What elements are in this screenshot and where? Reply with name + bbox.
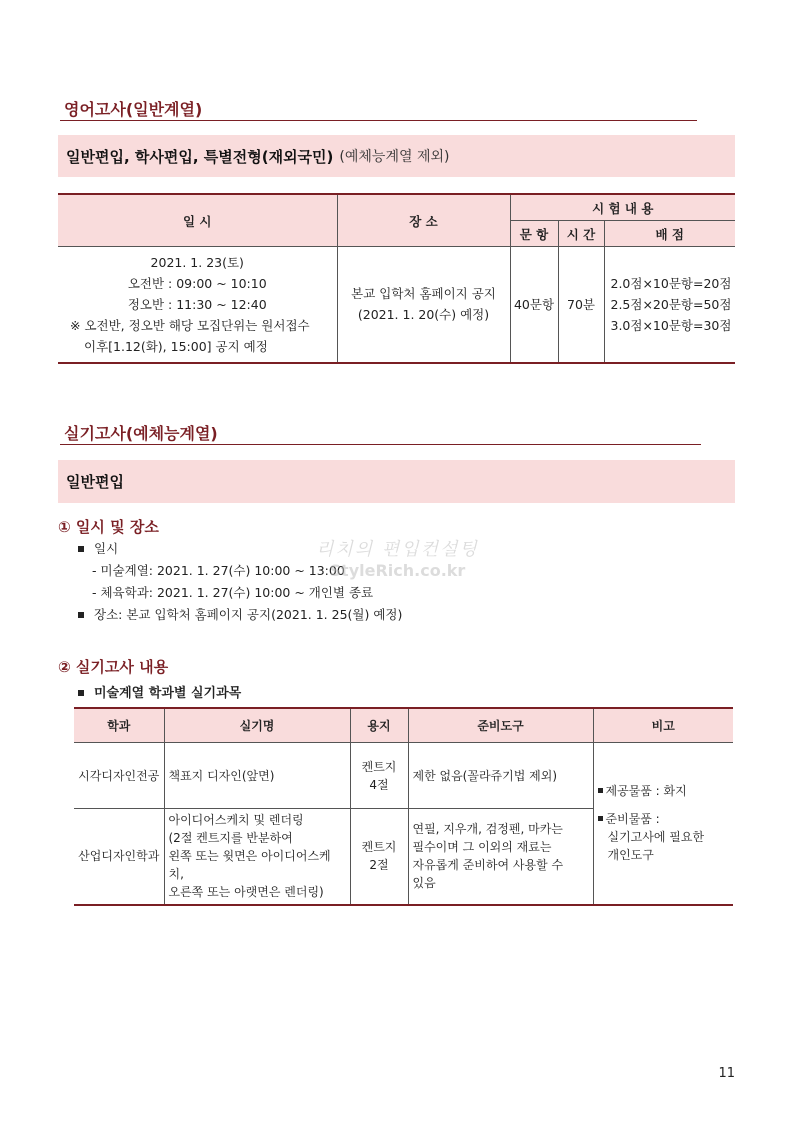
square-bullet-icon [78,612,84,618]
band-bold-text: 일반편입, 학사편입, 특별전형(재외국민) [66,147,334,166]
score-line: 2.5점×20문항=50점 [610,296,732,312]
place-line: (2021. 1. 20(수) 예정) [357,307,490,323]
page-number: 11 [718,1066,735,1081]
cell-line: 자유롭게 준비하여 사용할 수 [412,858,564,873]
square-bullet-icon [598,788,603,793]
remarks-cell [593,743,733,905]
subheading-practical-content: ② 실기고사 내용 [58,658,169,676]
date-note: 이후[1.12(화), 15:00] 공지 예정 [84,338,268,354]
cell-line: 있음 [412,876,436,891]
time-cell: 70분 [558,247,604,363]
header-exam-content: 시 험 내 용 [510,194,735,221]
header-score: 배 점 [604,221,735,247]
cell-line: 켄트지 [361,759,397,774]
square-bullet-icon [598,816,603,821]
paper-cell [350,743,408,809]
tools-cell [408,743,593,809]
header-items: 문 항 [510,221,558,247]
watermark-line: 리치의 편입컨설팅 [316,539,479,560]
header-remarks: 비고 [593,708,733,743]
cell-line: 아이디어스케치 및 렌더링 [168,813,304,828]
remark-item [598,782,730,800]
header-date: 일 시 [58,194,337,247]
header-dept: 학과 [74,708,164,743]
cell-line: (2절 켄트지를 반분하여 [168,831,293,846]
bullet-text: 장소: 본교 입학처 홈페이지 공지(2021. 1. 25(월) 예정) [94,607,403,622]
header-paper: 용지 [350,708,408,743]
table-row [74,743,733,809]
cell-line: 2절 [369,858,389,873]
remark-text: 제공물품 : 화지 [605,784,687,799]
practical-target-band [58,460,735,503]
dept-cell: 시각디자인전공 [74,743,164,809]
date-line: 정오반 : 11:30 ~ 12:40 [127,296,267,312]
cell-line: 켄트지 [361,840,397,855]
band-text: 일반편입 [66,473,124,491]
square-bullet-icon [78,546,84,552]
bullet-text: 일시 [94,541,119,556]
items-cell: 40문항 [510,247,558,363]
date-line: 오전반 : 09:00 ~ 10:10 [127,275,267,291]
header-subject: 실기명 [164,708,350,743]
subject-cell [164,743,350,809]
score-line: 3.0점×10문항=30점 [610,317,732,333]
band-note-text: (예체능계열 제외) [339,149,450,165]
list-item [78,682,241,701]
place-cell [337,247,510,363]
watermark [316,535,479,580]
score-cell [604,247,735,363]
section-underline [60,444,701,445]
cell-line: 왼쪽 또는 윗면은 아이디어스케치, [168,849,331,882]
cell-line: 책표지 디자인(앞면) [168,768,275,783]
header-place: 장 소 [337,194,510,247]
place-line: 본교 입학처 홈페이지 공지 [351,286,496,302]
remark-text: 개인도구 [607,848,654,863]
dept-cell: 산업디자인학과 [74,809,164,905]
list-item [78,604,402,626]
watermark-line: StyleRich.co.kr [329,561,466,580]
square-bullet-icon [78,690,84,696]
date-note: ※ 오전반, 정오반 해당 모집단위는 원서접수 [70,317,310,333]
paper-cell [350,809,408,905]
cell-line: 4절 [369,777,389,792]
english-target-band [58,135,735,177]
date-line: 2021. 1. 23(토) [150,254,244,270]
section-title-practical: 실기고사(예체능계열) [64,424,218,443]
list-item: - 미술계열: 2021. 1. 27(수) 10:00 ~ 13:00 [92,563,345,578]
header-tools: 준비도구 [408,708,593,743]
score-line: 2.0점×10문항=20점 [610,275,732,291]
remark-text: 준비물품 : [605,812,660,827]
subject-cell [164,809,350,905]
section-underline [60,120,697,121]
subheading-date-place: ① 일시 및 장소 [58,518,159,536]
cell-line: 연필, 지우개, 검정펜, 마카는 [412,822,563,837]
section-title-english: 영어고사(일반계열) [64,100,203,119]
bullet-text: 미술계열 학과별 실기과목 [94,686,242,701]
practical-subjects-table [74,707,733,906]
cell-line: 제한 없음(꼴라쥬기법 제외) [412,768,558,783]
cell-line: 필수이며 그 이외의 재료는 [412,840,552,855]
english-exam-table [58,193,735,364]
date-cell [58,247,337,363]
remark-text: 실기고사에 필요한 [607,830,705,845]
list-item: - 체육학과: 2021. 1. 27(수) 10:00 ~ 개인별 종료 [92,585,374,600]
tools-cell [408,809,593,905]
cell-line: 오른쪽 또는 아랫면은 렌더링) [168,885,324,900]
remark-item [598,810,730,828]
header-time: 시 간 [558,221,604,247]
